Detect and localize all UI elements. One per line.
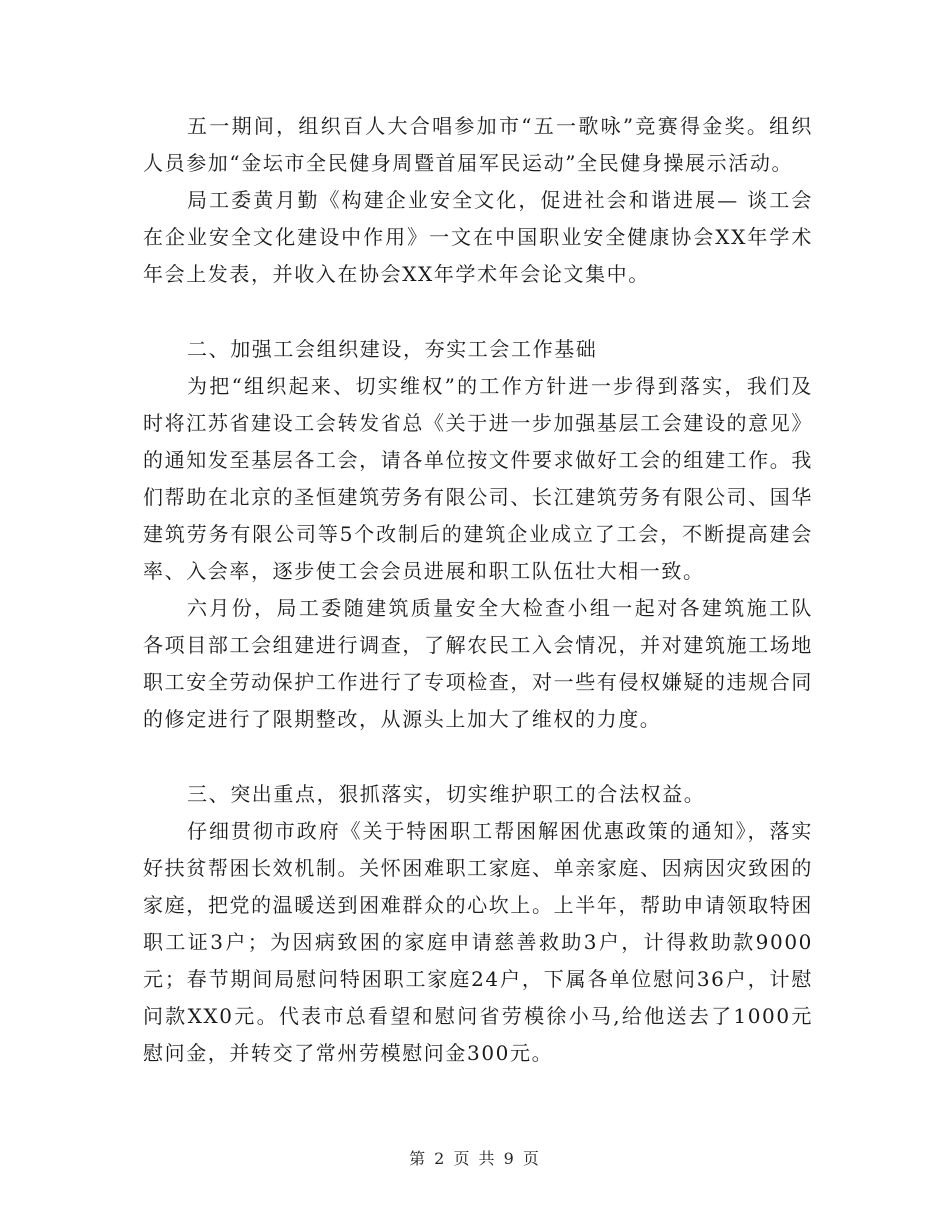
section-heading-organization: 二、加强工会组织建设，夯实工会工作基础 bbox=[187, 337, 598, 361]
page-number-footer: 第 2 页 共 9 页 bbox=[409, 1149, 541, 1168]
paragraph-june-inspection: 六月份，局工委随建筑质量安全大检查小组一起对各建筑施工队各项目部工会组建进行调查，了解农民工入会情况，并对建筑施工场地职工安全劳动保护工作进行了专项检查，对一些有侵权嫌疑的违规合同的修定进行了限期整改，从源头上加大了维权的力度。 bbox=[143, 596, 813, 731]
section-heading-rights-protection: 三、突出重点，狠抓落实，切实维护职工的合法权益。 bbox=[187, 782, 706, 806]
document-body bbox=[143, 108, 813, 1072]
paragraph-may-day-activities: 五一期间，组织百人大合唱参加市“五一歌咏”竞赛得金奖。组织人员参加“金坛市全民健身周暨首届军民运动”全民健身操展示活动。 bbox=[143, 114, 813, 175]
paragraph-poverty-relief: 仔细贯彻市政府《关于特困职工帮困解困优惠政策的通知》，落实好扶贫帮困长效机制。关怀困难职工家庭、单亲家庭、因病因灾致困的家庭，把党的温暖送到困难群众的心坎上。上半年，帮助申请领取特困职工证3户；为因病致困的家庭申请慈善救助3户，计得救助款9000元；春节期间局慰问特困职工家庭24户，下属各单位慰问36户，计慰问款XX0元。代表市总看望和慰问省劳模徐小马,给他送去了1000元慰问金，并转交了常州劳模慰问金300元。 bbox=[143, 819, 813, 1065]
paragraph-safety-culture-article: 局工委黄月勤《构建企业安全文化，促进社会和谐进展— 谈工会在企业安全文化建设中作用》一文在中国职业安全健康协会XX年学术年会上发表，并收入在协会XX年学术年会论文集中。 bbox=[143, 188, 813, 286]
paragraph-union-establishment: 为把“组织起来、切实维权”的工作方针进一步得到落实，我们及时将江苏省建设工会转发省总《关于进一步加强基层工会建设的意见》的通知发至基层各工会，请各单位按文件要求做好工会的组建工作。我们帮助在北京的圣恒建筑劳务有限公司、长江建筑劳务有限公司、国华建筑劳务有限公司等5个改制后的建筑企业成立了工会，不断提高建会率、入会率，逐步使工会会员进展和职工队伍壮大相一致。 bbox=[143, 374, 813, 583]
